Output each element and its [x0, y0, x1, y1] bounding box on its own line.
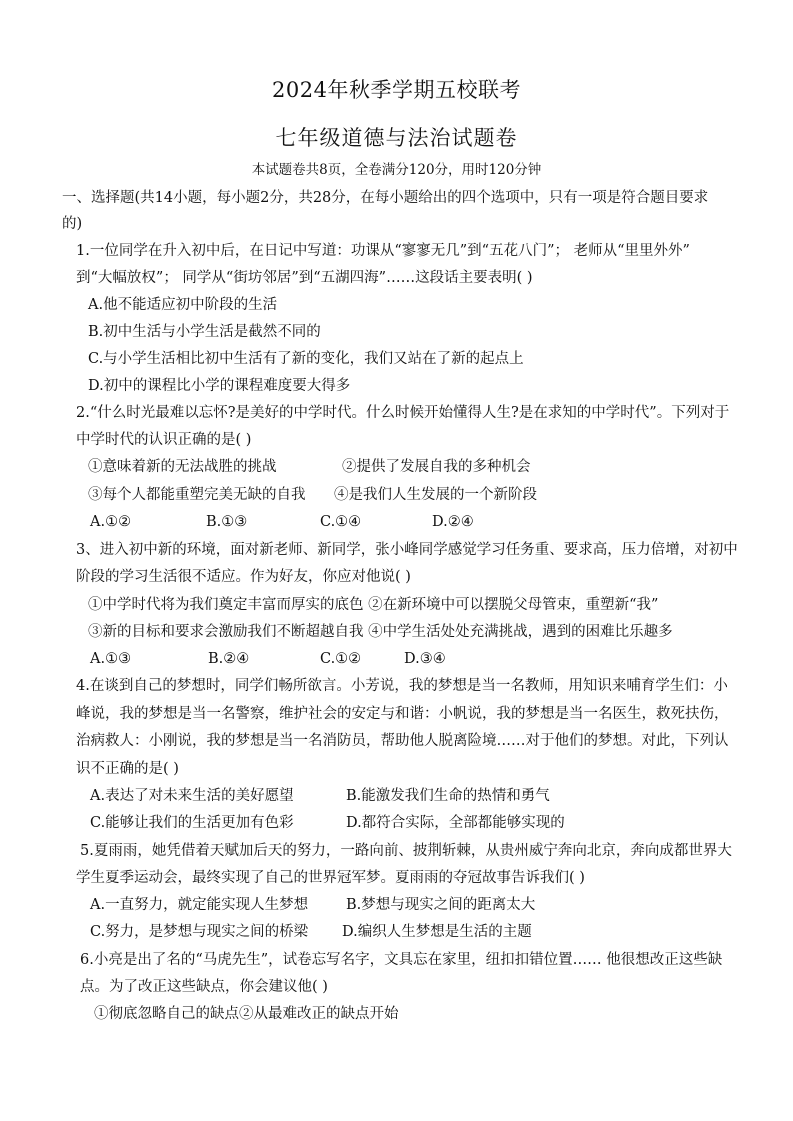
q1-stem-line1: 1.一位同学在升入初中后，在日记中写道：功课从“寥寥无几”到“五花八门”； 老师从“里里外外”	[76, 243, 690, 259]
q4-stem-line1: 4.在谈到自己的梦想时，同学们畅所欲言。小芳说，我的梦想是当一名教师，用知识来哺育学生们：小	[76, 678, 728, 694]
q2-stem-line1: 2.“什么时光最难以忘怀?是美好的中学时代。什么时候开始懂得人生?是在求知的中学时代”。下列对于	[76, 405, 730, 421]
q3-statements-1-2: ①中学时代将为我们奠定丰富而厚实的底色 ②在新环境中可以摆脱父母管束，重塑新“我”	[88, 597, 659, 613]
q1-option-c: C.与小学生活相比初中生活有了新的变化，我们又站在了新的起点上	[88, 351, 524, 367]
exam-title: 2024年秋季学期五校联考	[272, 78, 521, 102]
q4-stem-line2: 峰说，我的梦想是当一名警察，维护社会的安定与和谐：小帆说，我的梦想是当一名医生，救死扶伤，	[76, 706, 729, 722]
q5-stem-line1: 5.夏雨雨，她凭借着天赋加后天的努力，一路向前、披荆斩棘，从贵州威宁奔向北京，奔向成都世界大	[80, 843, 732, 859]
q2-statement-4: ④是我们人生发展的一个新阶段	[334, 487, 537, 503]
section-heading-line2: 的)	[62, 216, 83, 232]
q3-stem-line1: 3、进入初中新的环境，面对新老师、新同学，张小峰同学感觉学习任务重、要求高，压力倍增，对初中	[76, 542, 738, 558]
q4-option-b: B.能激发我们生命的热情和勇气	[346, 788, 550, 804]
q3-option-a: A.①③	[90, 651, 132, 667]
q5-option-c: C.努力，是梦想与现实之间的桥梁	[90, 924, 309, 940]
q6-stem-line2: 点。为了改正这些缺点，你会建议他( )	[80, 979, 328, 995]
exam-info: 本试题卷共8页，全卷满分120分，用时120分钟	[251, 162, 542, 178]
q3-stem-line2: 阶段的学习生活很不适应。作为好友，你应对他说( )	[76, 569, 411, 585]
q2-option-d: D.②④	[432, 514, 474, 530]
q1-option-d: D.初中的课程比小学的课程难度要大得多	[88, 378, 351, 394]
q5-stem-line2: 学生夏季运动会，最终实现了自己的世界冠军梦。夏雨雨的夺冠故事告诉我们( )	[76, 870, 585, 886]
q2-option-c: C.①④	[320, 514, 362, 530]
q4-stem-line3: 治病救人：小刚说，我的梦想是当一名消防员，帮助他人脱离险境……对于他们的梦想。对此，下列认	[76, 733, 729, 749]
q1-stem-line2: 到“大幅放权”； 同学从“街坊邻居”到“五湖四海”……这段话主要表明( )	[76, 270, 533, 286]
q1-option-a: A.他不能适应初中阶段的生活	[88, 297, 278, 313]
q6-statements-1-2: ①彻底忽略自己的缺点②从最难改正的缺点开始	[94, 1006, 399, 1022]
q3-option-c: C.①②	[320, 651, 362, 667]
q4-option-a: A.表达了对未来生活的美好愿望	[90, 788, 294, 804]
q2-statement-1: ①意味着新的无法战胜的挑战	[88, 459, 277, 475]
q3-option-b: B.②④	[208, 651, 250, 667]
q5-option-d: D.编织人生梦想是生活的主题	[342, 924, 532, 940]
exam-subject-title: 七年级道德与法治试题卷	[275, 126, 518, 150]
q4-option-d: D.都符合实际，全部都能够实现的	[346, 815, 565, 831]
q6-stem-line1: 6.小亮是出了名的“马虎先生”，试卷忘写名字，文具忘在家里，纽扣扣错位置…… 他很想改正这些缺	[80, 952, 723, 968]
q2-option-b: B.①③	[206, 514, 248, 530]
q3-option-d: D.③④	[404, 651, 446, 667]
q2-option-a: A.①②	[90, 514, 132, 530]
q1-option-b: B.初中生活与小学生活是截然不同的	[88, 324, 321, 340]
q2-stem-line2: 中学时代的认识正确的是( )	[76, 432, 252, 448]
q2-statement-2: ②提供了发展自我的多种机会	[342, 459, 531, 475]
q5-option-a: A.一直努力，就定能实现人生梦想	[90, 897, 309, 913]
q4-stem-line4: 识不正确的是( )	[76, 761, 179, 777]
q3-statements-3-4: ③新的目标和要求会激励我们不断超越自我 ④中学生活处处充满挑战，遇到的困难比乐趣多	[88, 624, 673, 640]
section-heading-line1: 一、选择题(共14小题，每小题2分，共28分，在每小题给出的四个选项中，只有一项是符合题目要求	[62, 190, 709, 206]
q5-option-b: B.梦想与现实之间的距离太大	[346, 897, 536, 913]
q4-option-c: C.能够让我们的生活更加有色彩	[90, 815, 294, 831]
q2-statement-3: ③每个人都能重塑完美无缺的自我	[88, 487, 306, 503]
